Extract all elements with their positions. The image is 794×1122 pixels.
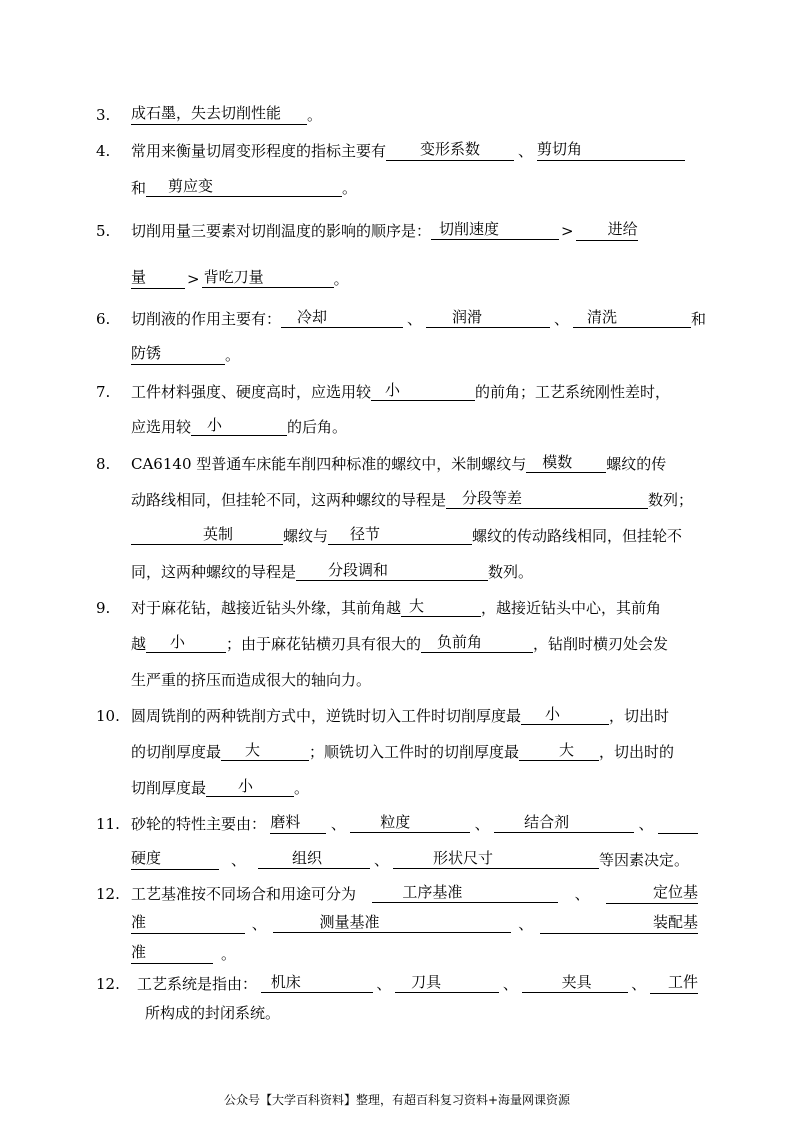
answer-blank: 分段调和 <box>296 560 488 581</box>
question-number: 5. <box>96 222 111 240</box>
question-text: 所构成的封闭系统。 <box>145 1004 281 1022</box>
question-text: 常用来衡量切屑变形程度的指标主要有 <box>131 142 387 160</box>
question-6-line-2 <box>131 343 240 367</box>
answer-blank: 准 <box>131 912 245 934</box>
separator: 、 <box>554 310 570 328</box>
answer-blank: 硬度 <box>131 848 219 870</box>
question-text: ，钻削时横刃处会发 <box>533 635 669 653</box>
question-number: 4. <box>96 142 111 160</box>
answer-blank: 模数 <box>526 452 606 473</box>
question-number: 12. <box>96 975 120 993</box>
question-11-line-2 <box>131 848 689 872</box>
question-12a-line-1 <box>131 882 698 906</box>
question-text: 和 <box>691 310 707 328</box>
answer-blank: 大 <box>401 596 481 617</box>
question-text: 生严重的挤压而造成很大的轴向力。 <box>131 671 372 689</box>
answer-blank: 结合剂 <box>494 812 634 833</box>
question-4-line-2 <box>131 176 357 200</box>
answer-blank: 剪应变 <box>146 176 342 197</box>
question-9-line-3 <box>131 668 371 692</box>
answer-blank: 准 <box>131 942 213 964</box>
separator: 、 <box>407 310 423 328</box>
question-9-line-1 <box>131 596 661 620</box>
answer-blank: 大 <box>221 740 309 761</box>
answer-blank: 工序基准 <box>372 882 558 903</box>
answer-blank: 磨料 <box>270 812 326 834</box>
question-number: 7. <box>96 383 111 401</box>
answer-blank: 测量基准 <box>273 912 511 933</box>
answer-blank: 刀具 <box>395 972 499 993</box>
question-number: 3. <box>96 106 111 124</box>
question-text: 砂轮的特性主要由： <box>131 815 267 833</box>
question-text: 工艺基准按不同场合和用途可分为 <box>131 885 357 903</box>
question-10-line-1 <box>131 704 669 728</box>
separator: 、 <box>231 851 247 869</box>
separator: 、 <box>518 915 534 933</box>
answer-blank: 形状尺寸 <box>393 848 599 869</box>
question-text: 切削厚度最 <box>131 779 207 797</box>
question-12a-line-2 <box>131 912 698 936</box>
separator: 、 <box>518 142 534 160</box>
question-text: 切削用量三要素对切削温度的影响的顺序是： <box>131 222 432 240</box>
answer-blank: 粒度 <box>350 812 470 833</box>
question-text: 和 <box>131 179 147 197</box>
question-text: 的切削厚度最 <box>131 743 222 761</box>
answer-blank: 量 <box>131 267 185 289</box>
answer-blank: 分段等差 <box>446 488 648 509</box>
punctuation: 。 <box>225 346 241 364</box>
answer-blank: 切削速度 <box>431 219 559 240</box>
question-text: ，切出时 <box>609 707 670 725</box>
question-text: 等因素决定。 <box>599 851 690 869</box>
question-12b-line-2 <box>145 1001 280 1025</box>
question-8-line-3 <box>131 524 682 548</box>
question-text: 的后角。 <box>287 418 348 436</box>
punctuation: 。 <box>221 945 237 963</box>
answer-blank: 负前角 <box>421 632 533 653</box>
question-5-line-1 <box>131 219 638 243</box>
question-text: 数列。 <box>488 563 534 581</box>
question-text: 工件材料强度、硬度高时，应选用较 <box>131 383 372 401</box>
separator: 、 <box>374 851 390 869</box>
question-8-line-4 <box>131 560 533 584</box>
question-text: 动路线相同，但挂轮不同，这两种螺纹的导程是 <box>131 491 447 509</box>
question-text: 螺纹的传 <box>606 455 667 473</box>
answer-blank <box>658 812 698 834</box>
answer-blank: 冷却 <box>281 307 403 328</box>
question-text: 工艺系统是指由： <box>137 975 258 993</box>
answer-blank: 进给 <box>576 219 638 241</box>
question-6-line-1 <box>131 307 706 331</box>
question-12b-line-1 <box>137 972 698 996</box>
question-7-line-2 <box>131 415 347 439</box>
question-11-line-1 <box>131 812 698 836</box>
answer-blank: 夹具 <box>522 972 628 993</box>
separator: 、 <box>638 815 654 833</box>
question-10-line-3 <box>131 776 309 800</box>
punctuation: 。 <box>294 779 310 797</box>
question-text: 越 <box>131 635 147 653</box>
separator: 、 <box>251 915 267 933</box>
page-footer: 公众号【大学百科资料】整理，有超百科复习资料+海量网课资源 <box>223 1093 571 1107</box>
greater-than: > <box>187 270 200 288</box>
question-text: 数列； <box>648 491 694 509</box>
answer-blank: 大 <box>519 740 599 761</box>
separator: 、 <box>330 815 346 833</box>
answer-blank: 装配基 <box>540 912 698 934</box>
greater-than: > <box>561 222 574 240</box>
punctuation: 。 <box>333 270 349 288</box>
answer-blank: 润滑 <box>426 307 550 328</box>
question-text: 的前角；工艺系统刚性差时， <box>475 383 671 401</box>
question-number: 6. <box>96 310 111 328</box>
question-number: 8. <box>96 455 111 473</box>
question-number: 12. <box>96 885 120 903</box>
question-text: 应选用较 <box>131 418 192 436</box>
question-8-line-2 <box>131 488 693 512</box>
question-10-line-2 <box>131 740 674 764</box>
question-number: 10. <box>96 707 120 725</box>
separator: 、 <box>502 975 518 993</box>
separator: 、 <box>574 885 590 903</box>
separator: 、 <box>631 975 647 993</box>
punctuation: 。 <box>342 179 358 197</box>
question-text: 对于麻花钻，越接近钻头外缘，其前角越 <box>131 599 402 617</box>
question-3-line <box>131 103 322 127</box>
question-9-line-2 <box>131 632 668 656</box>
question-text: ，越接近钻头中心，其前角 <box>481 599 662 617</box>
punctuation: 。 <box>307 106 323 124</box>
question-text: ；顺铣切入工件时的切削厚度最 <box>309 743 520 761</box>
answer-blank: 背吃刀量 <box>202 267 334 288</box>
question-text: ；由于麻花钻横刃具有很大的 <box>226 635 422 653</box>
answer-blank: 机床 <box>261 972 373 993</box>
question-8-line-1 <box>131 452 666 476</box>
question-12a-line-3 <box>131 942 236 966</box>
answer-blank: 成石墨，失去切削性能 <box>131 103 307 125</box>
question-text: ，切出时的 <box>599 743 675 761</box>
question-text: 圆周铣削的两种铣削方式中，逆铣时切入工件时切削厚度最 <box>131 707 522 725</box>
separator: 、 <box>376 975 392 993</box>
question-text: 切削液的作用主要有： <box>131 310 282 328</box>
answer-blank: 定位基 <box>606 882 698 904</box>
question-4-line-1 <box>131 139 685 163</box>
question-text: 同，这两种螺纹的导程是 <box>131 563 297 581</box>
answer-blank: 英制 <box>131 524 283 545</box>
answer-blank: 剪切角 <box>537 139 685 161</box>
answer-blank: 防锈 <box>131 343 225 365</box>
answer-blank: 小 <box>371 380 475 401</box>
question-text: CA6140 型普通车床能车削四种标准的螺纹中，米制螺纹与 <box>131 455 527 473</box>
question-text: 螺纹与 <box>283 527 329 545</box>
question-number: 9. <box>96 599 111 617</box>
answer-blank: 清洗 <box>573 307 691 328</box>
answer-blank: 小 <box>206 776 294 797</box>
question-number: 11. <box>96 815 120 833</box>
answer-blank: 小 <box>146 632 226 653</box>
answer-blank: 径节 <box>328 524 472 545</box>
answer-blank: 组织 <box>258 848 370 869</box>
question-7-line-1 <box>131 380 670 404</box>
answer-blank: 工件 <box>650 972 698 994</box>
answer-blank: 小 <box>191 415 287 436</box>
separator: 、 <box>474 815 490 833</box>
question-5-line-2 <box>131 267 349 291</box>
question-text: 螺纹的传动路线相同，但挂轮不 <box>472 527 683 545</box>
answer-blank: 变形系数 <box>386 139 514 161</box>
answer-blank: 小 <box>521 704 609 725</box>
